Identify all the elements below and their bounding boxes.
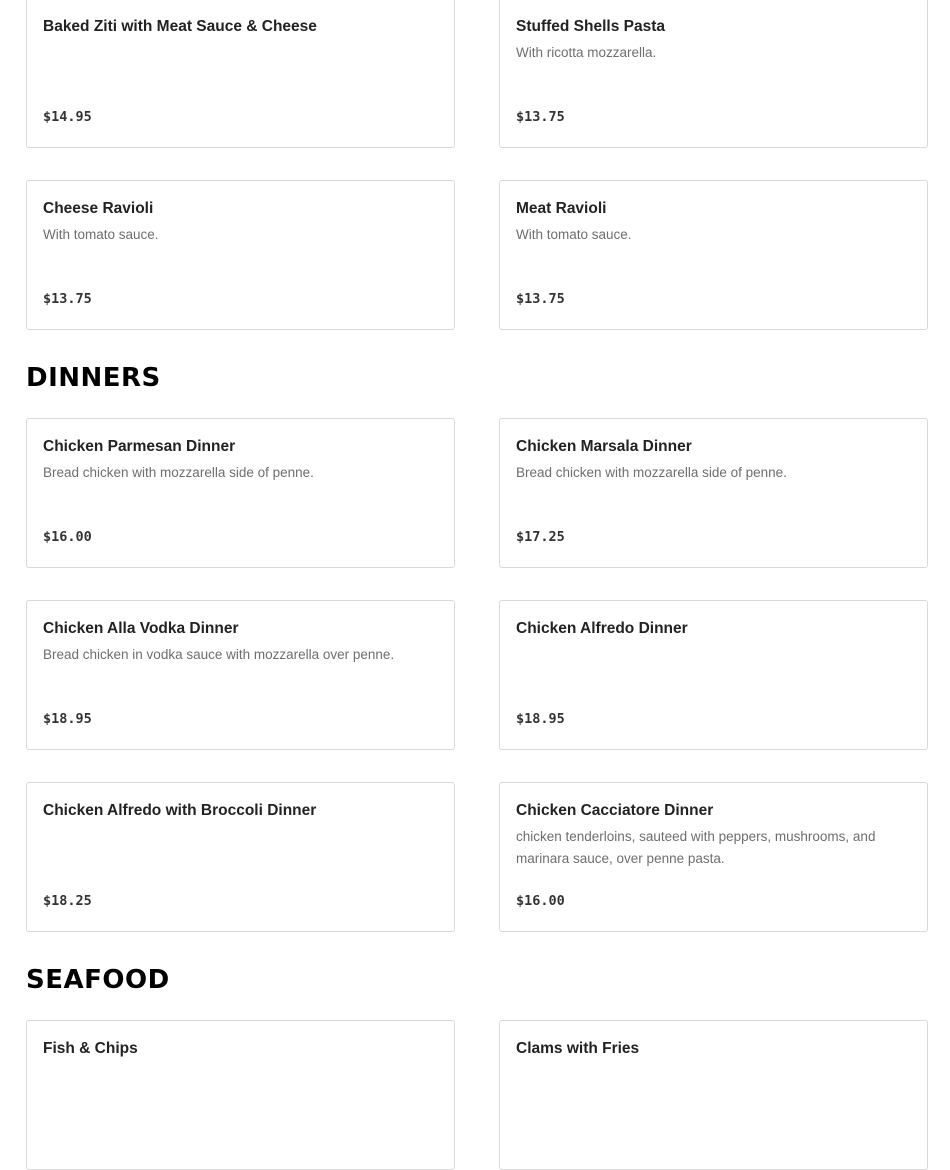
menu-item-card[interactable] bbox=[26, 1020, 455, 1170]
section-title-dinners: DINNERS bbox=[26, 363, 161, 393]
item-name: Chicken Alla Vodka Dinner bbox=[43, 620, 239, 637]
menu-item-card[interactable] bbox=[499, 782, 928, 932]
item-name: Baked Ziti with Meat Sauce & Cheese bbox=[43, 18, 317, 35]
menu-item-card[interactable] bbox=[499, 1020, 928, 1170]
dinners-grid bbox=[26, 418, 928, 932]
item-name: Meat Ravioli bbox=[516, 200, 607, 217]
item-price: $16.00 bbox=[516, 893, 565, 909]
menu-item-card[interactable] bbox=[499, 418, 928, 568]
item-description: Bread chicken with mozzarella side of penne. bbox=[43, 465, 314, 480]
menu-item-card[interactable] bbox=[499, 180, 928, 330]
item-price: $13.75 bbox=[516, 291, 565, 307]
item-name: Chicken Marsala Dinner bbox=[516, 438, 692, 455]
item-description: With ricotta mozzarella. bbox=[516, 45, 657, 60]
item-description: Bread chicken in vodka sauce with mozzarella over penne. bbox=[43, 647, 395, 662]
item-description: Bread chicken with mozzarella side of penne. bbox=[516, 465, 787, 480]
item-name: Chicken Alfredo with Broccoli Dinner bbox=[43, 802, 317, 819]
menu-item-card[interactable] bbox=[499, 600, 928, 750]
item-price: $18.95 bbox=[43, 711, 92, 727]
item-name: Cheese Ravioli bbox=[43, 200, 154, 217]
item-name: Chicken Alfredo Dinner bbox=[516, 620, 688, 637]
item-description: With tomato sauce. bbox=[43, 227, 159, 242]
item-name: Fish & Chips bbox=[43, 1040, 138, 1057]
item-price: $16.00 bbox=[43, 529, 92, 545]
item-price: $18.25 bbox=[43, 893, 92, 909]
menu-item-card[interactable] bbox=[26, 180, 455, 330]
menu-item-card[interactable] bbox=[499, 0, 928, 148]
item-name: Chicken Cacciatore Dinner bbox=[516, 802, 714, 819]
pasta-grid bbox=[26, 0, 928, 330]
item-description: With tomato sauce. bbox=[516, 227, 632, 242]
item-price: $14.95 bbox=[43, 109, 92, 125]
item-price: $13.75 bbox=[516, 109, 565, 125]
menu-item-card[interactable] bbox=[26, 0, 455, 148]
item-price: $17.25 bbox=[516, 529, 565, 545]
item-description: chicken tenderloins, sauteed with peppers, mushrooms, and marinara sauce, over penne pasta. bbox=[516, 829, 876, 866]
section-title-seafood: SEAFOOD bbox=[26, 965, 170, 995]
item-price: $13.75 bbox=[43, 291, 92, 307]
item-name: Clams with Fries bbox=[516, 1040, 640, 1057]
menu-item-card[interactable] bbox=[26, 600, 455, 750]
item-name: Stuffed Shells Pasta bbox=[516, 18, 666, 35]
seafood-grid bbox=[26, 1020, 928, 1170]
menu-item-card[interactable] bbox=[26, 418, 455, 568]
item-name: Chicken Parmesan Dinner bbox=[43, 438, 236, 455]
menu-item-card[interactable] bbox=[26, 782, 455, 932]
item-price: $18.95 bbox=[516, 711, 565, 727]
